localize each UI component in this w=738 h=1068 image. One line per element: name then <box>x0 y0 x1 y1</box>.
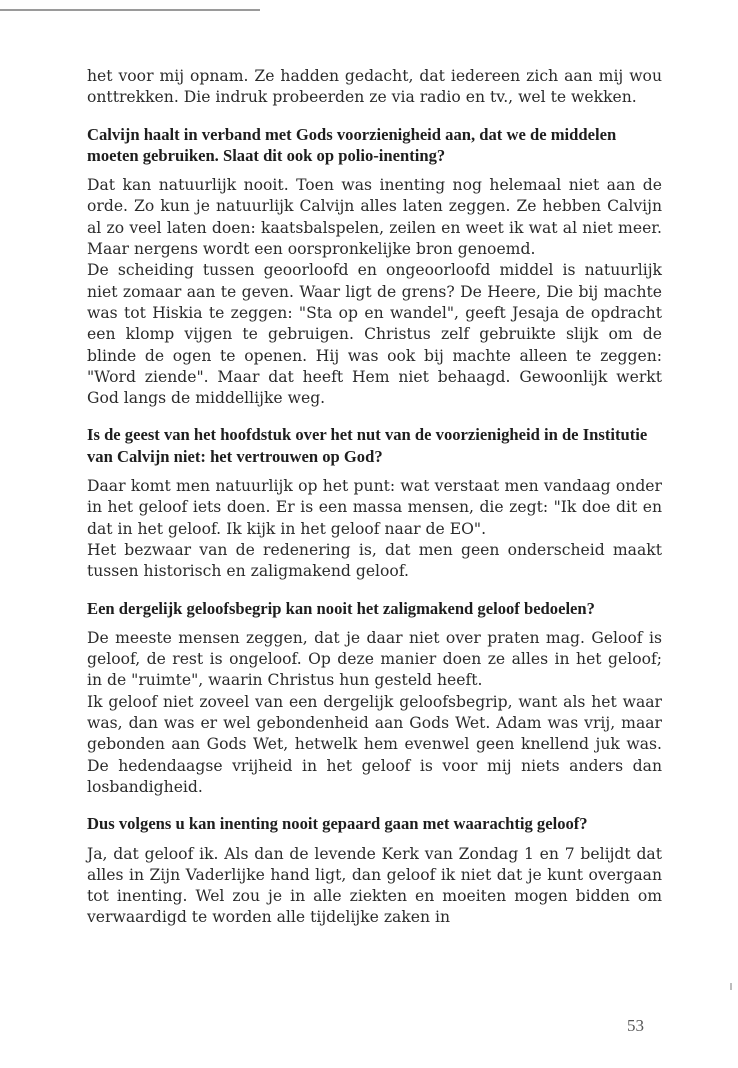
answer-paragraph: het voor mij opnam. Ze hadden gedacht, dat iedereen zich aan mij wou onttrekken. Die indruk probeerden ze via radio en tv., wel te wekken. <box>87 67 662 107</box>
question-heading: Is de geest van het hoofdstuk over het nut van de voorzienigheid in de Institutie van Calvijn niet: het vertrouwen op God? <box>87 425 648 466</box>
margin-mark <box>730 983 732 990</box>
answer-paragraph: Ik geloof niet zoveel van een dergelijk geloofsbegrip, want als het waar was, dan was er wel gebondenheid aan Gods Wet. Adam was vrij, maar gebonden aan Gods Wet, hetwelk hem evenwel geen knellend juk was. De hedendaagse vrijheid in het geloof is voor mij niets anders dan losbandigheid. <box>87 692 662 796</box>
question-heading: Calvijn haalt in verband met Gods voorzienigheid aan, dat we de middelen moeten gebruiken. Slaat dit ook op polio-inenting? <box>87 124 617 165</box>
answer-paragraph: De scheiding tussen geoorloofd en ongeoorloofd middel is natuurlijk niet zomaar aan te geven. Waar ligt de grens? De Heere, Die bij machte was tot Hiskia te zeggen: "Sta op en wandel", geeft Jesaja de opdracht een klomp vijgen te gebruigen. Christus zelf gebruikte slijk om de blinde de ogen te openen. Hij was ook bij machte alleen te zeggen: "Word ziende". Maar dat heeft Hem niet behaagd. Gewoonlijk werkt God langs de middellijke weg. <box>87 261 662 408</box>
top-rule <box>0 9 260 11</box>
answer-paragraph: Het bezwaar van de redenering is, dat men geen onderscheid maakt tussen historisch en zaligmakend geloof. <box>87 540 662 581</box>
question-heading: Een dergelijk geloofsbegrip kan nooit het zaligmakend geloof bedoelen? <box>87 598 595 618</box>
answer-paragraph: De meeste mensen zeggen, dat je daar niet over praten mag. Geloof is geloof, de rest is ongeloof. Op deze manier doen ze alles in het geloof; in de "ruimte", waarin Christus hun gesteld heeft. <box>87 628 662 690</box>
page-number: 53 <box>627 1016 644 1035</box>
answer-paragraph: Ja, dat geloof ik. Als dan de levende Kerk van Zondag 1 en 7 belijdt dat alles in Zijn Vaderlijke hand ligt, dan geloof ik niet dat je kunt overgaan tot inenting. Wel zou je in alle ziekten en moeiten mogen bidden om verwaardigd te worden alle tijdelijke zaken in <box>87 844 662 927</box>
page-body <box>87 66 662 929</box>
answer-paragraph: Daar komt men natuurlijk op het punt: wat verstaat men vandaag onder in het geloof iets doen. Er is een massa mensen, die zegt: "Ik doe dit en dat in het geloof. Ik kijk in het geloof naar de EO". <box>87 477 662 538</box>
answer-paragraph: Dat kan natuurlijk nooit. Toen was inenting nog helemaal niet aan de orde. Zo kun je natuurlijk Calvijn alles laten zeggen. Ze hebben Calvijn al zo veel laten doen: kaatsbalspelen, zeilen en weet ik wat al niet meer. Maar nergens wordt een oorspronkelijke bron genoemd. <box>87 176 662 259</box>
question-heading: Dus volgens u kan inenting nooit gepaard gaan met waarachtig geloof? <box>87 814 588 834</box>
